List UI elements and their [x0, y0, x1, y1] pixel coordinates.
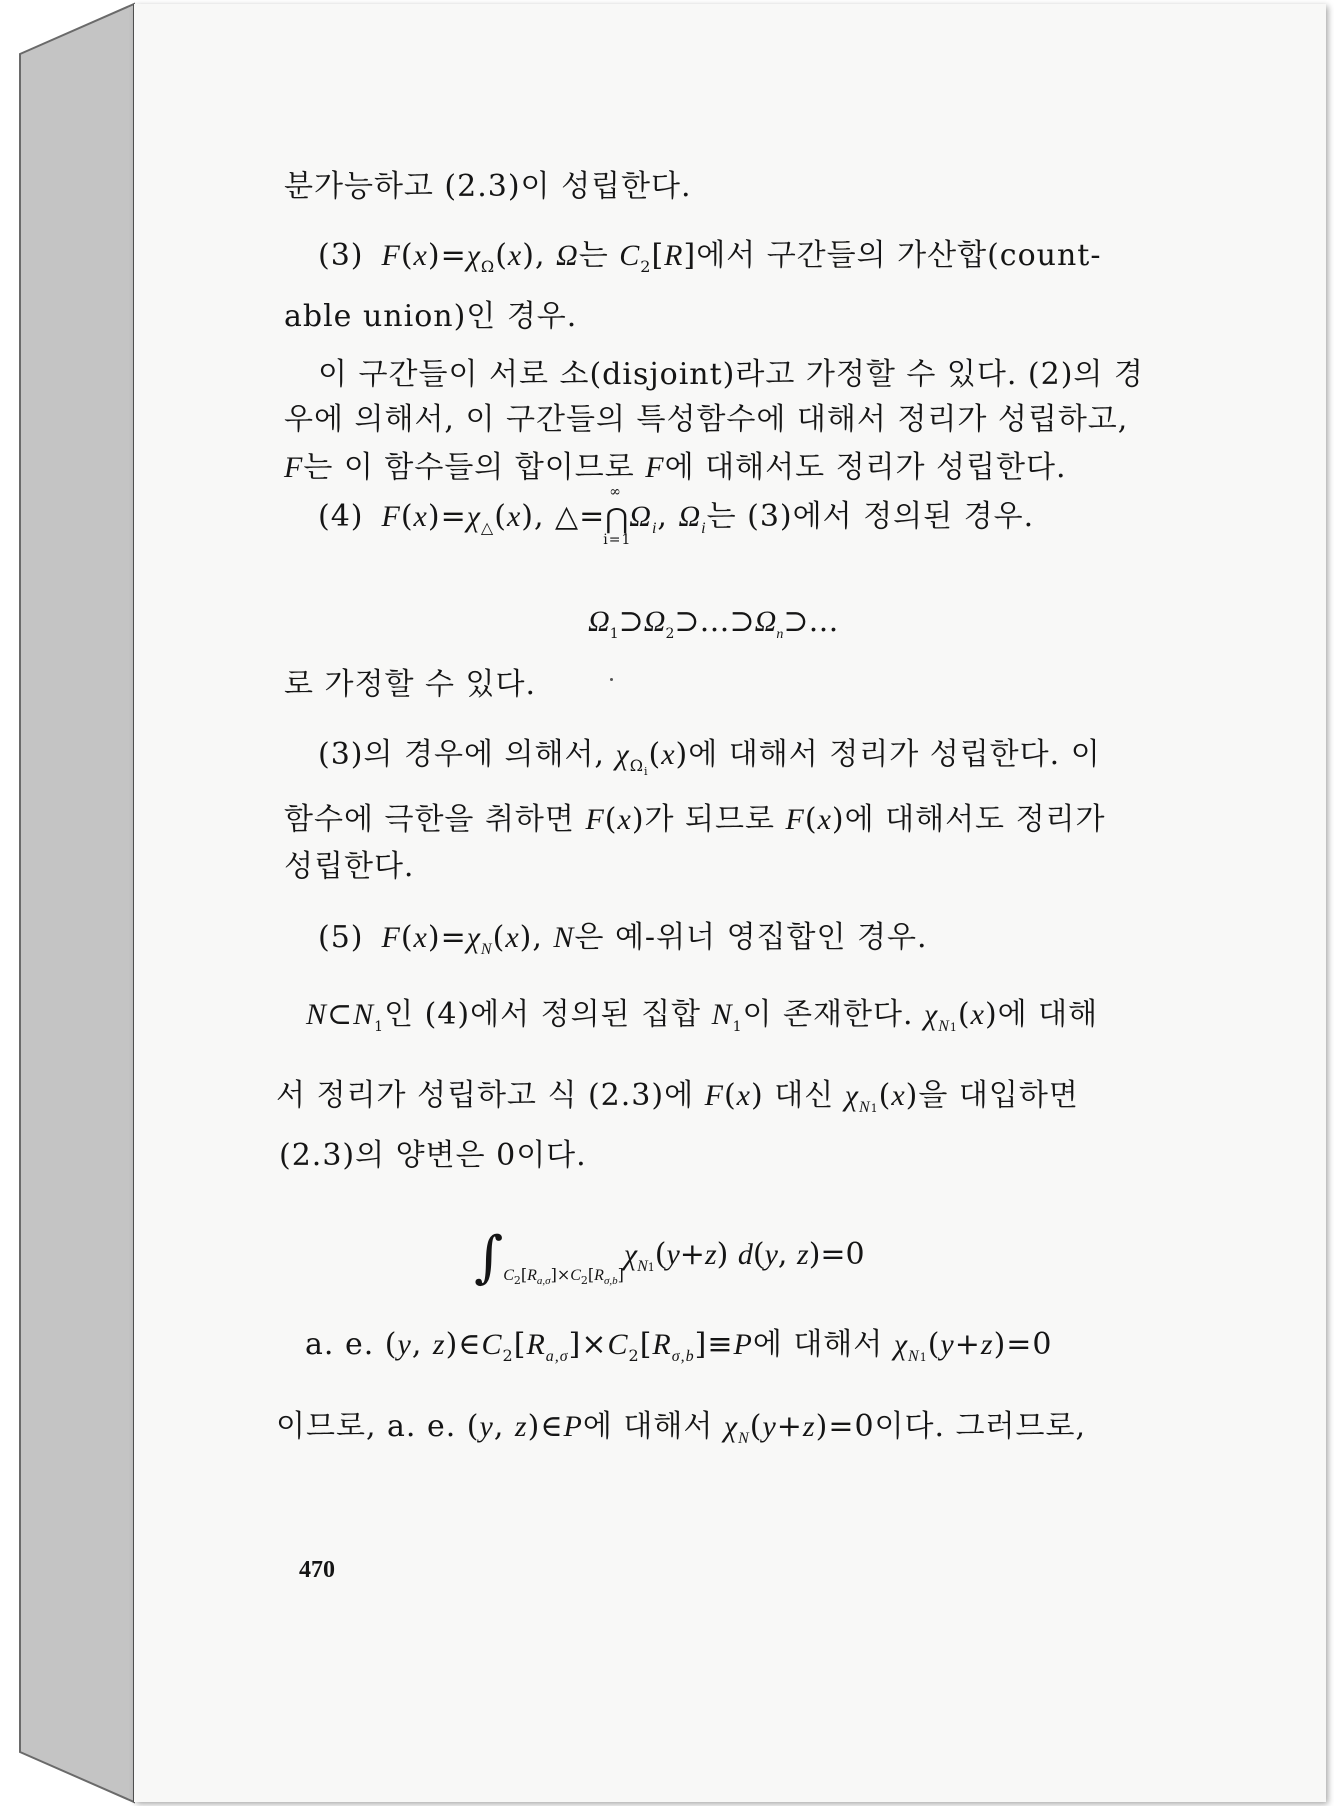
text-line-15: 서 정리가 성립하고 식 (2.3)에 F(x) 대신 $\chi_{N1}(x)$을 대입하면	[276, 1078, 1079, 1116]
text-line-1: 분가능하고 (2.3)이 성립한다.	[284, 169, 692, 204]
text-line-5: 우에 의해서, 이 구간들의 특성함수에 대해서 정리가 성립하고,	[284, 402, 1129, 437]
page-number: 470	[299, 1557, 335, 1583]
text-line-14: $N\subset N_1$인 (4)에서 정의된 집합 $N_1$이 존재한다. $\chi_{N1}(x)$에 대해	[306, 997, 1099, 1035]
text-line-19: 이므로, a. e. (y, z)∈P에 대해서 $\chi_N(y+z)=0$이다. 그러므로,	[276, 1409, 1087, 1447]
equation-chain: $\Omega_1⊃\Omega_2⊃\dots⊃\Omega_n⊃\dots$	[588, 604, 839, 642]
text-line-6: F는 이 함수들의 합이므로 F에 대해서도 정리가 성립한다.	[284, 450, 1067, 485]
text-line-16: (2.3)의 양변은 0이다.	[279, 1138, 587, 1173]
text-line-13: (5) $F(x)=\chi_N(x)$, N은 예-위너 영집합인 경우.	[318, 920, 928, 958]
integral-equation: $\int_{C_2[R_{a,\sigma}]\times C_2[R_{\sigma,b}]}\chi_{N1}(y+z)$ d(y, z)=0	[474, 1225, 865, 1290]
text-line-2: (3) $F(x)=\chi_\Omega(x)$, Ω는 $C_2[R]$에서 구간들의 가산합(count-	[318, 238, 1102, 276]
text-line-18: a. e. (y, $z)\in C_2[R_{a,\sigma}]\times C_2[R_{\sigma,b}]\equiv P$에 대해서 $\chi_{N1}(y+z)=0$	[305, 1327, 1053, 1365]
text-line-4: 이 구간들이 서로 소(disjoint)라고 가정할 수 있다. (2)의 경	[318, 357, 1144, 392]
text-line-9: 로 가정할 수 있다.	[284, 667, 537, 702]
text-line-3: able union)인 경우.	[284, 299, 578, 334]
text-line-10: (3)의 경우에 의해서, $\chi_{\Omega_i}(x)$에 대해서 정리가 성립한다. 이	[318, 737, 1101, 779]
text-line-7: (4) $F(x)=\chi_\triangle(x)$, △=⋂ ∞ i=1 $\Omega_i$, $\Omega_i$는 (3)에서 정의된 경우.	[318, 484, 1035, 548]
text-line-11: 함수에 극한을 취하면 F(x)가 되므로 F(x)에 대해서도 정리가	[284, 802, 1106, 837]
text-line-12: 성립한다.	[284, 849, 415, 884]
ink-speck	[610, 678, 613, 681]
